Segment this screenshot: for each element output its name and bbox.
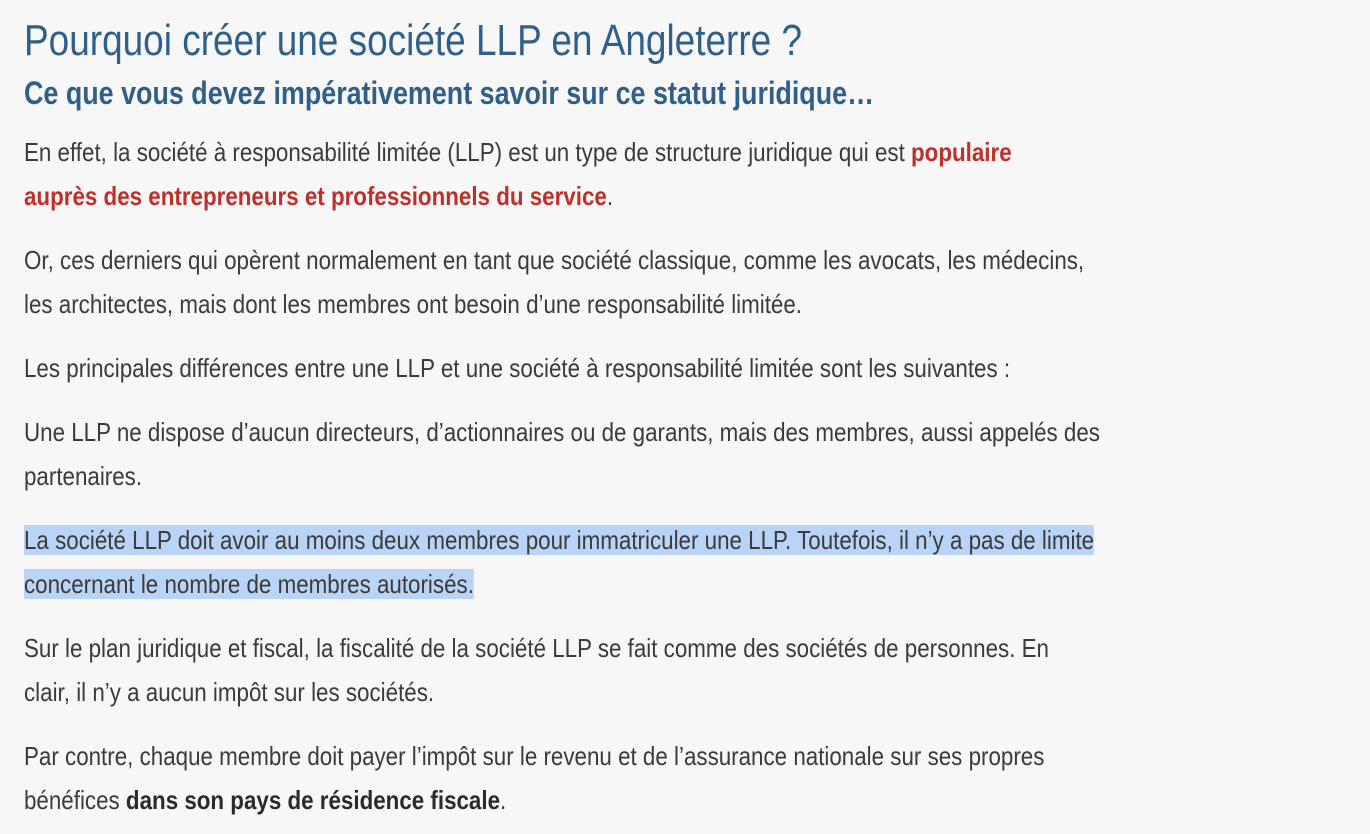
paragraph-line — [24, 130, 1340, 174]
selected-text[interactable]: concernant le nombre de membres autorisés. — [24, 569, 474, 599]
paragraph-members — [24, 410, 1340, 498]
emphasis-text: populaire — [911, 137, 1012, 167]
paragraph-tax — [24, 626, 1340, 714]
paragraph-text: bénéfices — [24, 785, 126, 815]
paragraph-intro — [24, 130, 1340, 218]
paragraph-line: clair, il n’y a aucun impôt sur les sociétés. — [24, 677, 435, 707]
paragraph-line: partenaires. — [24, 461, 143, 491]
paragraph-income-tax — [24, 734, 1340, 822]
page-subtitle: Ce que vous devez impérativement savoir sur ce statut juridique… — [24, 75, 874, 111]
paragraph-line: Par contre, chaque membre doit payer l’impôt sur le revenu et de l’assurance nationale sur ses propres — [24, 741, 1045, 771]
bold-text: dans son pays de résidence fiscale — [125, 785, 501, 815]
selected-text[interactable]: La société LLP doit avoir au moins deux membres pour immatriculer une LLP. Toutefois, il n’y a pas de limite — [24, 525, 1095, 555]
emphasis-text: auprès des entrepreneurs et professionnels du service — [24, 181, 607, 211]
paragraph-selected[interactable] — [24, 518, 1340, 606]
paragraph-line — [24, 778, 1340, 822]
paragraph-line — [24, 562, 1340, 606]
paragraph-line — [24, 174, 1340, 218]
paragraph-line: Or, ces derniers qui opèrent normalement en tant que société classique, comme les avocats, les médecins, — [24, 245, 1085, 275]
paragraph-line: les architectes, mais dont les membres ont besoin d’une responsabilité limitée. — [24, 289, 803, 319]
paragraph-line — [24, 518, 1340, 562]
paragraph-line: Sur le plan juridique et fiscal, la fiscalité de la société LLP se fait comme des sociétés de personnes. En — [24, 633, 1049, 663]
paragraph-text: . — [500, 785, 507, 815]
paragraph-differences — [24, 346, 1340, 390]
paragraph-text: . — [606, 181, 614, 211]
paragraph-line: Une LLP ne dispose d’aucun directeurs, d’actionnaires ou de garants, mais des membres, aussi appelés des — [24, 417, 1100, 447]
paragraph-professions — [24, 238, 1340, 326]
paragraph-text: En effet, la société à responsabilité limitée (LLP) est un type de structure juridique qui est — [24, 137, 912, 167]
paragraph-line: Les principales différences entre une LLP et une société à responsabilité limitée sont les suivantes : — [24, 353, 1011, 383]
page-title: Pourquoi créer une société LLP en Angleterre ? — [24, 16, 803, 65]
